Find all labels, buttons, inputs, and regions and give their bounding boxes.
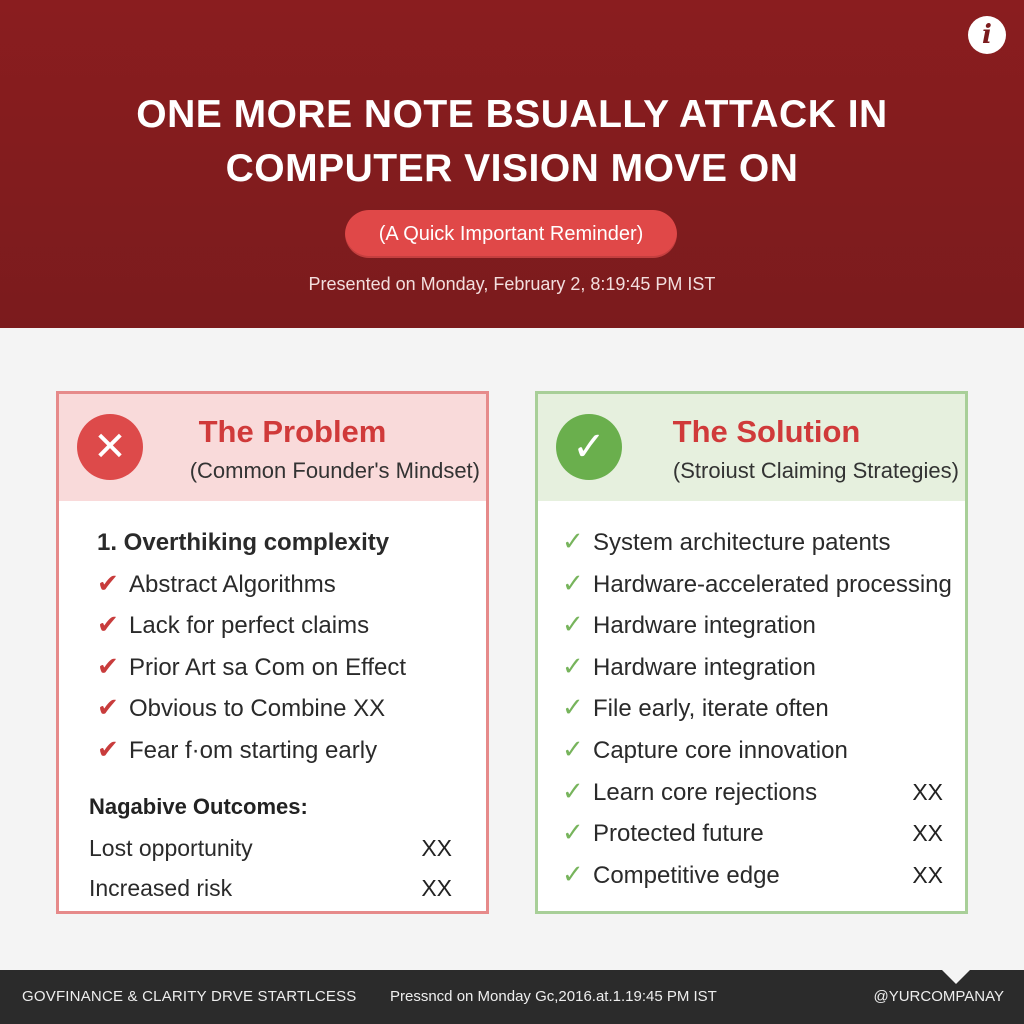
green-check-icon: ✓: [562, 568, 584, 599]
solution-item-label: Learn core rejections: [593, 778, 818, 806]
problem-card-header: [59, 394, 486, 501]
solution-list: [538, 522, 965, 896]
solution-item-value: XX: [912, 778, 943, 805]
info-icon[interactable]: i: [968, 16, 1006, 54]
solution-card-header: [538, 394, 965, 501]
problem-item-label: Lack for perfect claims: [129, 612, 370, 640]
header-banner: [0, 0, 1024, 328]
problem-card: [56, 391, 489, 914]
outcomes-title: Nagabive Outcomes:: [89, 794, 308, 819]
problem-item-label: Fear f·om starting early: [129, 736, 378, 764]
green-check-icon: ✓: [562, 651, 584, 682]
check-circle-icon: ✓: [556, 414, 622, 480]
outcome-label: Lost opportunity: [89, 835, 253, 861]
problem-list-item: [59, 564, 486, 606]
solution-item-label: Protected future: [593, 820, 764, 848]
solution-card: [535, 391, 968, 914]
problem-item-label: Abstract Algorithms: [129, 570, 336, 598]
solution-list-item: [538, 855, 965, 897]
outcomes-list: [59, 828, 486, 908]
solution-list-item: [538, 647, 965, 689]
solution-item-label: Hardware-accelerated processing: [593, 570, 952, 598]
green-check-icon: ✓: [562, 734, 584, 765]
solution-item-value: XX: [912, 820, 943, 847]
problem-numbered-item: 1. Overthiking complexity: [97, 529, 390, 556]
solution-item-label: Competitive edge: [593, 861, 780, 889]
green-check-icon: ✓: [562, 859, 584, 890]
outcome-value: XX: [421, 875, 452, 901]
problem-list-item: [59, 730, 486, 772]
outcome-value: XX: [421, 835, 452, 861]
problem-item-label: Prior Art sa Com on Effect: [129, 653, 406, 681]
solution-item-label: Hardware integration: [593, 653, 816, 681]
red-check-icon: ✔: [97, 734, 119, 765]
solution-list-item: [538, 522, 965, 564]
outcome-label: Increased risk: [89, 875, 233, 901]
red-check-icon: ✔: [97, 610, 119, 641]
presented-date: Presented on Monday, February 2, 8:19:45 PM IST: [308, 274, 716, 294]
red-check-icon: ✔: [97, 693, 119, 724]
solution-item-label: File early, iterate often: [593, 695, 829, 723]
green-check-icon: ✓: [562, 527, 584, 557]
problem-subtitle: (Common Founder's Mindset): [189, 458, 480, 483]
reminder-pill: (A Quick Important Reminder): [345, 210, 677, 258]
green-check-icon: ✓: [562, 776, 584, 807]
x-circle-icon: ✕: [77, 414, 143, 480]
green-check-icon: ✓: [562, 693, 584, 724]
solution-item-value: XX: [912, 861, 943, 888]
footer-bar: [0, 970, 1024, 1024]
solution-list-item: [538, 688, 965, 730]
problem-list-item: [59, 605, 486, 647]
solution-list-item: [538, 730, 965, 772]
footer-notch: [940, 968, 972, 984]
problem-list: [59, 522, 486, 772]
problem-list-item: [59, 647, 486, 689]
red-check-icon: ✔: [97, 651, 119, 682]
footer-left-text: GOVFINANCE & CLARITY DRVE STARTLCESS: [22, 988, 357, 1005]
solution-subtitle: (Stroiust Claiming Strategies): [672, 458, 959, 483]
page-title: [0, 88, 1024, 196]
solution-list-item: [538, 605, 965, 647]
solution-list-item: [538, 564, 965, 606]
red-check-icon: ✔: [97, 568, 119, 599]
outcome-row: [59, 868, 486, 908]
solution-item-label: Capture core innovation: [593, 736, 848, 764]
solution-list-item: [538, 772, 965, 814]
footer-date-text: Pressncd on Monday Gc,2016.at.1.19:45 PM IST: [390, 988, 717, 1005]
outcome-row: [59, 828, 486, 868]
problem-list-item: [59, 688, 486, 730]
solution-item-label: Hardware integration: [593, 612, 816, 640]
problem-title: The Problem: [198, 414, 387, 449]
footer-handle: @YURCOMPANAY: [873, 988, 1004, 1005]
green-check-icon: ✓: [562, 610, 584, 641]
problem-item-label: Obvious to Combine XX: [129, 695, 386, 723]
green-check-icon: ✓: [562, 818, 584, 849]
title-line-2: COMPUTER VISION MOVE ON: [225, 147, 799, 190]
solution-title: The Solution: [672, 414, 861, 449]
solution-list-item: [538, 813, 965, 855]
title-line-1: ONE MORE NOTE BSUALLY ATTACK IN: [136, 93, 888, 136]
solution-item-label: System architecture patents: [593, 529, 891, 556]
